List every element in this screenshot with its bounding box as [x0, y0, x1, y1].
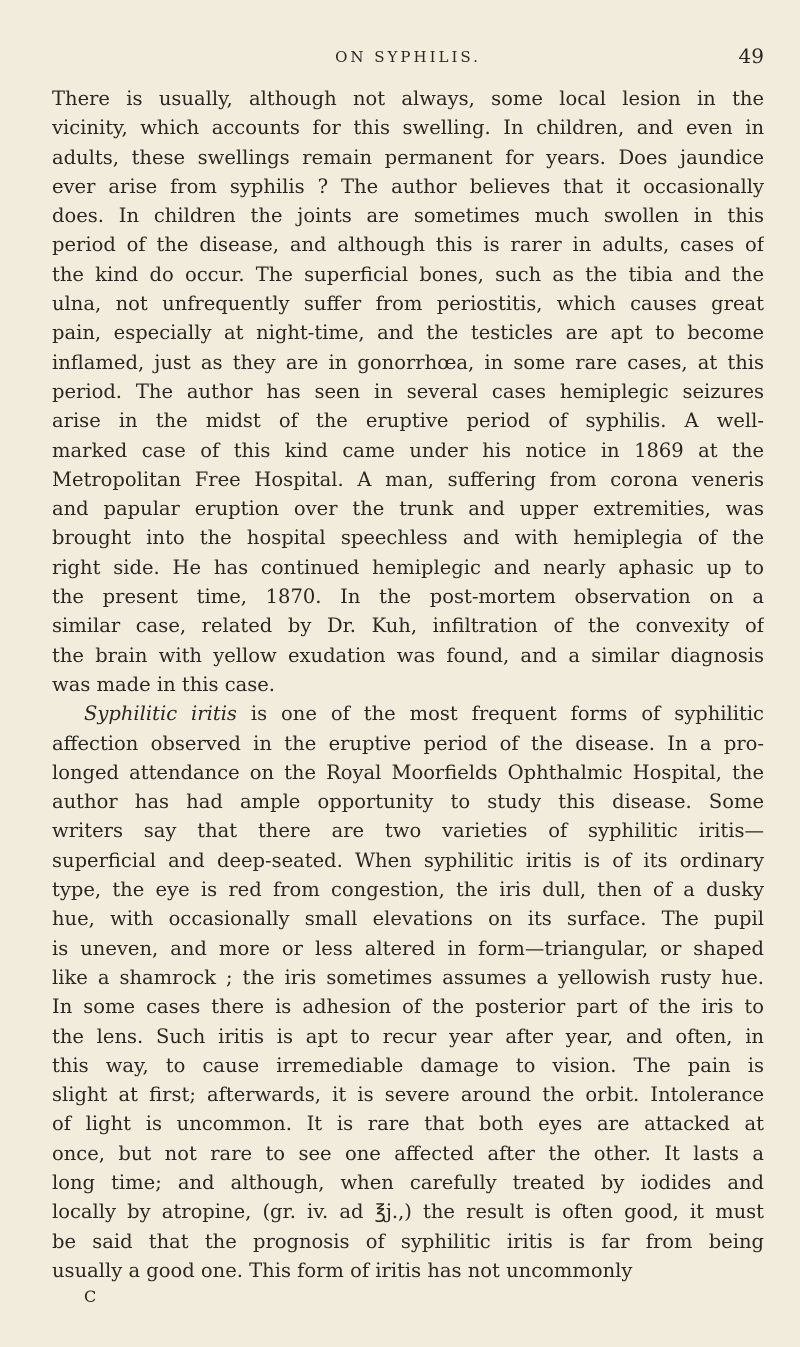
- text-line: superficial and deep-seated. When syphilitic iritis is of its ordinary: [52, 848, 764, 872]
- text-line: [52, 699, 764, 728]
- text-line: right side. He has continued hemiplegic and nearly aphasic up to: [52, 555, 764, 579]
- text-line: is uneven, and more or less altered in form—triangular, or shaped: [52, 936, 764, 960]
- signature-mark: C: [84, 1287, 97, 1307]
- running-head-title: ON SYPHILIS.: [335, 48, 481, 66]
- italic-heading: Syphilitic iritis: [84, 702, 237, 726]
- text-line: hue, with occasionally small elevations on its surface. The pupil: [52, 907, 764, 931]
- text-line: be said that the prognosis of syphilitic iritis is far from being: [52, 1229, 764, 1253]
- text-line: period. The author has seen in several cases hemiplegic seizures: [52, 379, 764, 403]
- text-line: marked case of this kind came under his notice in 1869 at the: [52, 438, 764, 462]
- text-line: pain, especially at night-time, and the testicles are apt to become: [52, 321, 764, 345]
- text-line: author has had ample opportunity to study this disease. Some: [52, 790, 764, 814]
- text-line: the brain with yellow exudation was found, and a similar diagnosis: [52, 643, 764, 667]
- text-line: slight at first; afterwards, it is severe around the orbit. Intolerance: [52, 1083, 764, 1107]
- text-line: type, the eye is red from congestion, the iris dull, then of a dusky: [52, 878, 764, 902]
- text-line: ulna, not unfrequently suffer from periostitis, which causes great: [52, 292, 764, 316]
- text-line: once, but not rare to see one affected after the other. It lasts a: [52, 1141, 764, 1165]
- text-line: inflamed, just as they are in gonorrhœa, in some rare cases, at this: [52, 350, 764, 374]
- text-line: writers say that there are two varieties of syphilitic iritis—: [52, 819, 764, 843]
- text-line: In some cases there is adhesion of the posterior part of the iris to: [52, 995, 764, 1019]
- text-line: similar case, related by Dr. Kuh, infiltration of the convexity of: [52, 614, 764, 638]
- paragraph-1: [52, 84, 764, 699]
- text-line: the lens. Such iritis is apt to recur year after year, and often, in: [52, 1024, 764, 1048]
- text-line: long time; and although, when carefully treated by iodides and: [52, 1170, 764, 1194]
- page-number: 49: [738, 44, 764, 68]
- running-head: [52, 44, 764, 74]
- text-line: the present time, 1870. In the post-mortem observation on a: [52, 585, 764, 609]
- text-line: vicinity, which accounts for this swelling. In children, and even in: [52, 116, 764, 140]
- text-line: does. In children the joints are sometimes much swollen in this: [52, 204, 764, 228]
- text-line: and papular eruption over the trunk and upper extremities, was: [52, 497, 764, 521]
- text-line: this way, to cause irremediable damage to vision. The pain is: [52, 1053, 764, 1077]
- text-line: ever arise from syphilis ? The author believes that it occasionally: [52, 174, 764, 198]
- text-line: Metropolitan Free Hospital. A man, suffering from corona veneris: [52, 467, 764, 491]
- text-line: the kind do occur. The superficial bones, such as the tibia and the: [52, 262, 764, 286]
- text-line: period of the disease, and although this is rarer in adults, cases of: [52, 233, 764, 257]
- text-line: affection observed in the eruptive period of the disease. In a pro-: [52, 731, 764, 755]
- text-line: brought into the hospital speechless and with hemiplegia of the: [52, 526, 764, 550]
- text-line: of light is uncommon. It is rare that both eyes are attacked at: [52, 1112, 764, 1136]
- text-line: usually a good one. This form of iritis has not uncommonly: [52, 1258, 633, 1282]
- text-line: adults, these swellings remain permanent for years. Does jaundice: [52, 145, 764, 169]
- text-line: locally by atropine, (gr. iv. ad ℥j.,) the result is often good, it must: [52, 1200, 764, 1224]
- paragraph-2: [52, 699, 764, 1285]
- text-line: arise in the midst of the eruptive period of syphilis. A well-: [52, 409, 764, 433]
- body-text: [52, 84, 764, 1285]
- book-page: [52, 44, 764, 1307]
- text-line: was made in this case.: [52, 672, 275, 696]
- text-line: like a shamrock ; the iris sometimes assumes a yellowish rusty hue.: [52, 965, 764, 989]
- text-line: There is usually, although not always, some local lesion in the: [52, 87, 764, 110]
- text-line: longed attendance on the Royal Moorfields Ophthalmic Hospital, the: [52, 760, 764, 784]
- text-line-rest: is one of the most frequent forms of syphilitic: [236, 702, 764, 726]
